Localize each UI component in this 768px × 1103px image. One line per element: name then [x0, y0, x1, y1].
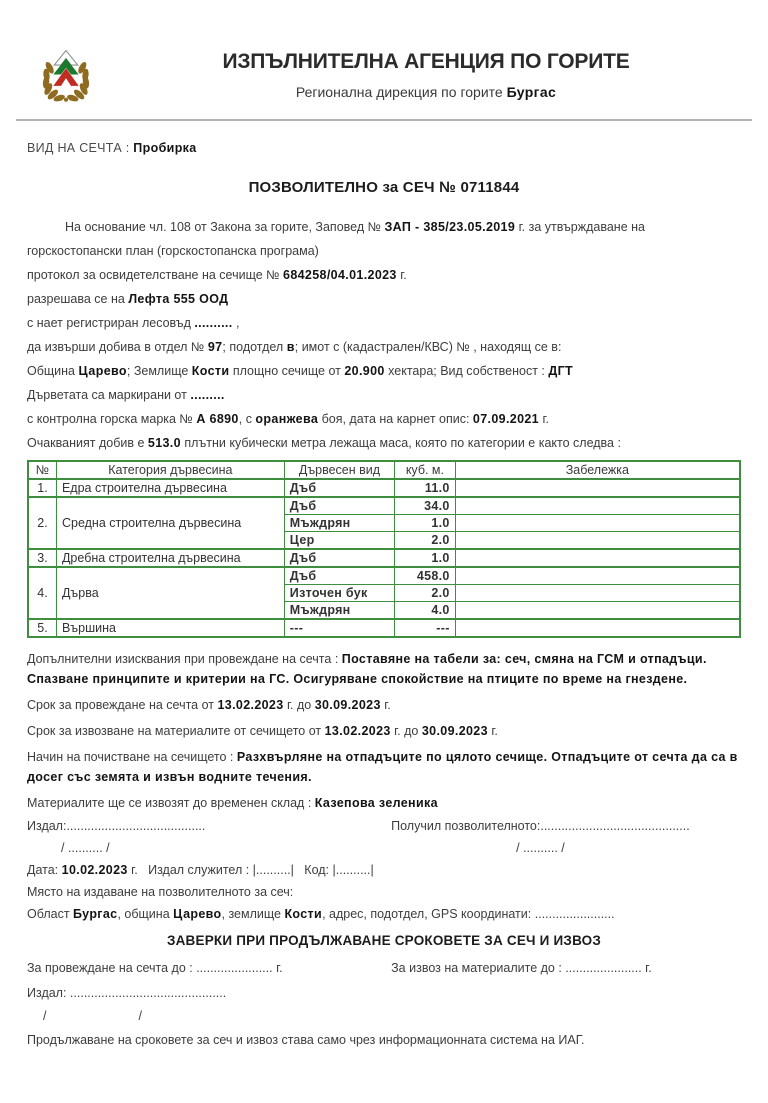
- text-run: ЗАП - 385/23.05.2019: [384, 220, 516, 234]
- text-run: 07.09.2021: [472, 412, 539, 426]
- text-run: Материалите ще се извозят до временен склад :: [27, 796, 315, 810]
- text-run: ..........: [194, 316, 233, 330]
- text-run: Дата:: [27, 863, 62, 877]
- text-run: 13.02.2023: [324, 724, 391, 738]
- intro-line: [27, 287, 741, 311]
- cell-note: [455, 515, 740, 532]
- cell-species: Мъждрян: [284, 602, 394, 620]
- intro-section: [27, 215, 741, 455]
- additional-requirements: [27, 649, 741, 689]
- text-run: 30.09.2023: [421, 724, 488, 738]
- directorate-label: Регионална дирекция по горите: [295, 84, 503, 100]
- column-header: Дървесен вид: [284, 461, 394, 479]
- cell-category: Дребна строителна дървесина: [56, 549, 284, 567]
- text-run: площно сечище от: [229, 364, 345, 378]
- directorate-city: Бургас: [506, 84, 557, 100]
- text-run: Допълнителни изисквания при провеждане на сечта :: [27, 652, 342, 666]
- extension-slash: /: [138, 1009, 142, 1023]
- region-line: [27, 907, 741, 921]
- text-run: г. Издал служител : |..........| Код: |..........|: [127, 863, 374, 877]
- text-run: г. за утвърждаване на: [515, 220, 645, 234]
- intro-line: [27, 335, 741, 359]
- cell-species: Дъб: [284, 479, 394, 497]
- cell-species: ---: [284, 619, 394, 637]
- text-run: с нает регистриран лесовъд: [27, 316, 195, 330]
- cutting-period: [27, 695, 741, 715]
- text-run: ; подотдел: [222, 340, 287, 354]
- cell-category: Вършина: [56, 619, 284, 637]
- text-run: Царево: [173, 907, 222, 921]
- text-run: , община: [117, 907, 174, 921]
- header-divider: [16, 119, 752, 121]
- text-run: Дърветата са маркирани от: [27, 388, 191, 402]
- extension-slash: /: [43, 1009, 47, 1023]
- cell-volume: 4.0: [395, 602, 456, 620]
- agency-title: ИЗПЪЛНИТЕЛНА АГЕНЦИЯ ПО ГОРИТЕ: [222, 50, 630, 73]
- text-run: .........: [190, 388, 225, 402]
- column-header: №: [28, 461, 56, 479]
- received-by-line: Получил позволителното:...........................................: [391, 819, 690, 833]
- text-run: 684258/04.01.2023: [283, 268, 397, 282]
- text-run: Срок за извозване на материалите от сечището от: [27, 724, 325, 738]
- extension-title: ЗАВЕРКИ ПРИ ПРОДЪЛЖАВАНЕ СРОКОВЕТЕ ЗА СЕЧ И ИЗВОЗ: [166, 933, 602, 948]
- table-row: [28, 497, 740, 515]
- signature-section: [27, 819, 741, 921]
- cell-volume: 458.0: [395, 567, 456, 585]
- text-run: Кости: [284, 907, 323, 921]
- cell-note: [455, 585, 740, 602]
- cell-number: 5.: [28, 619, 56, 637]
- text-run: На основание чл. 108 от Закона за горите, Заповед №: [65, 220, 385, 234]
- cell-volume: 1.0: [395, 515, 456, 532]
- cell-volume: 11.0: [395, 479, 456, 497]
- cell-volume: ---: [395, 619, 456, 637]
- text-run: 13.02.2023: [217, 698, 284, 712]
- volume-table: [27, 460, 741, 638]
- text-run: Царево: [78, 364, 127, 378]
- text-run: 97: [207, 340, 223, 354]
- text-run: г. до: [390, 724, 422, 738]
- cell-species: Дъб: [284, 497, 394, 515]
- text-run: Лефта 555 ООД: [128, 292, 229, 306]
- cell-volume: 2.0: [395, 585, 456, 602]
- table-row: [28, 619, 740, 637]
- text-run: 10.02.2023: [61, 863, 128, 877]
- text-run: А 6890: [196, 412, 239, 426]
- cell-category: Средна строителна дървесина: [56, 497, 284, 549]
- forestry-emblem-icon: [37, 46, 95, 104]
- cell-volume: 2.0: [395, 532, 456, 550]
- text-run: Бургас: [73, 907, 118, 921]
- text-run: г.: [538, 412, 549, 426]
- intro-line: [27, 263, 741, 287]
- text-run: , землище: [221, 907, 285, 921]
- cell-note: [455, 567, 740, 585]
- permit-title: ПОЗВОЛИТЕЛНО за СЕЧ № 0711844: [248, 179, 520, 196]
- receiver-name-slash: / .......... /: [516, 841, 565, 855]
- text-run: с контролна горска марка №: [27, 412, 197, 426]
- cell-note: [455, 619, 740, 637]
- text-run: Община: [27, 364, 79, 378]
- cell-species: Дъб: [284, 567, 394, 585]
- text-run: в: [286, 340, 295, 354]
- storage-location: [27, 793, 741, 813]
- text-run: разрешава се на: [27, 292, 129, 306]
- text-run: Кости: [191, 364, 230, 378]
- cell-category: Дърва: [56, 567, 284, 619]
- signature-row: [27, 819, 741, 833]
- cut-type-label: ВИД НА СЕЧТА :: [27, 141, 130, 155]
- text-run: ; Землище: [126, 364, 192, 378]
- text-run: г. до: [283, 698, 315, 712]
- footer-note: Продължаване на сроковете за сеч и извоз става само чрез информационната система на ИАГ.: [27, 1033, 585, 1047]
- column-header: Категория дървесина: [56, 461, 284, 479]
- cell-note: [455, 479, 740, 497]
- conditions-section: [27, 649, 741, 813]
- text-run: протокол за освидетелстване на сечище №: [27, 268, 284, 282]
- intro-line: [27, 383, 741, 407]
- text-run: ДГТ: [548, 364, 574, 378]
- issuer-name-slash: / .......... /: [61, 841, 110, 855]
- cleaning-method: [27, 747, 741, 787]
- document-header: [27, 46, 741, 104]
- cut-type-value: Пробирка: [133, 141, 197, 155]
- date-line: [27, 863, 741, 877]
- column-header: куб. м.: [395, 461, 456, 479]
- cell-species: Дъб: [284, 549, 394, 567]
- text-run: , адрес, подотдел, GPS координати: .......................: [322, 907, 615, 921]
- cell-species: Източен бук: [284, 585, 394, 602]
- table-row: [28, 479, 740, 497]
- text-run: Казепова зеленика: [314, 796, 438, 810]
- text-run: Срок за провеждане на сечта от: [27, 698, 218, 712]
- cell-number: 4.: [28, 567, 56, 619]
- text-run: да извърши добива в отдел №: [27, 340, 208, 354]
- cut-type-line: [27, 141, 741, 155]
- intro-line: [27, 239, 741, 263]
- extension-slash-row: [27, 1009, 741, 1023]
- extension-section: [27, 933, 741, 1047]
- hauling-period: [27, 721, 741, 741]
- cell-note: [455, 549, 740, 567]
- intro-line: [27, 407, 741, 431]
- cell-species: Мъждрян: [284, 515, 394, 532]
- text-run: 30.09.2023: [314, 698, 381, 712]
- cell-species: Цер: [284, 532, 394, 550]
- intro-line: [27, 215, 741, 239]
- cell-volume: 1.0: [395, 549, 456, 567]
- text-run: ; имот с (кадастрален/КВС) № , находящ се в:: [294, 340, 562, 354]
- text-run: Разхвърляне на отпадъците по цялото сечище. Отпадъците от сечта да са в досег със земята и извън водните течения.: [27, 750, 738, 784]
- volume-table-head-row: [28, 461, 740, 479]
- header-text: [111, 50, 741, 100]
- text-run: Област: [27, 907, 74, 921]
- text-run: горскостопански план (горскостопанска програма): [27, 244, 319, 258]
- cell-number: 2.: [28, 497, 56, 549]
- text-run: 513.0: [147, 436, 181, 450]
- text-run: ,: [232, 316, 240, 330]
- directorate-subtitle: [111, 84, 741, 100]
- text-run: хектара; Вид собственост :: [384, 364, 549, 378]
- text-run: оранжева: [255, 412, 319, 426]
- volume-table-body: [28, 479, 740, 637]
- cell-note: [455, 532, 740, 550]
- cell-note: [455, 497, 740, 515]
- table-row: [28, 549, 740, 567]
- issued-by-line: Издал:........................................: [27, 819, 206, 833]
- extension-haul-deadline: За извоз на материалите до : ...................... г.: [391, 961, 652, 975]
- table-row: [28, 567, 740, 585]
- text-run: , с: [238, 412, 256, 426]
- extension-cut-deadline: За провеждане на сечта до : ...................... г.: [27, 961, 283, 975]
- intro-line: [27, 431, 741, 455]
- cell-number: 1.: [28, 479, 56, 497]
- text-run: г.: [380, 698, 391, 712]
- text-run: Очакваният добив е: [27, 436, 148, 450]
- text-run: боя, дата на карнет опис:: [318, 412, 473, 426]
- text-run: плътни кубически метра лежаща маса, която по категории е както следва :: [180, 436, 621, 450]
- cell-number: 3.: [28, 549, 56, 567]
- intro-line: [27, 359, 741, 383]
- column-header: Забележка: [455, 461, 740, 479]
- place-line: Място на издаване на позволителното за сеч:: [27, 885, 294, 899]
- text-run: Поставяне на табели за: сеч, смяна на ГСМ и отпадъци. Спазване принципите и критерии на ГС. Осигуряване спокойствие на птиците по време на гнездене.: [27, 652, 707, 686]
- extension-deadlines-row: [27, 961, 741, 975]
- extension-issued-line: Издал: .............................................: [27, 986, 227, 1000]
- text-run: г.: [396, 268, 407, 282]
- intro-line: [27, 311, 741, 335]
- text-run: 20.900: [344, 364, 385, 378]
- text-run: г.: [487, 724, 498, 738]
- signature-slash-row: [27, 841, 741, 855]
- text-run: Начин на почистване на сечището :: [27, 750, 237, 764]
- cell-category: Едра строителна дървесина: [56, 479, 284, 497]
- cell-volume: 34.0: [395, 497, 456, 515]
- cell-note: [455, 602, 740, 620]
